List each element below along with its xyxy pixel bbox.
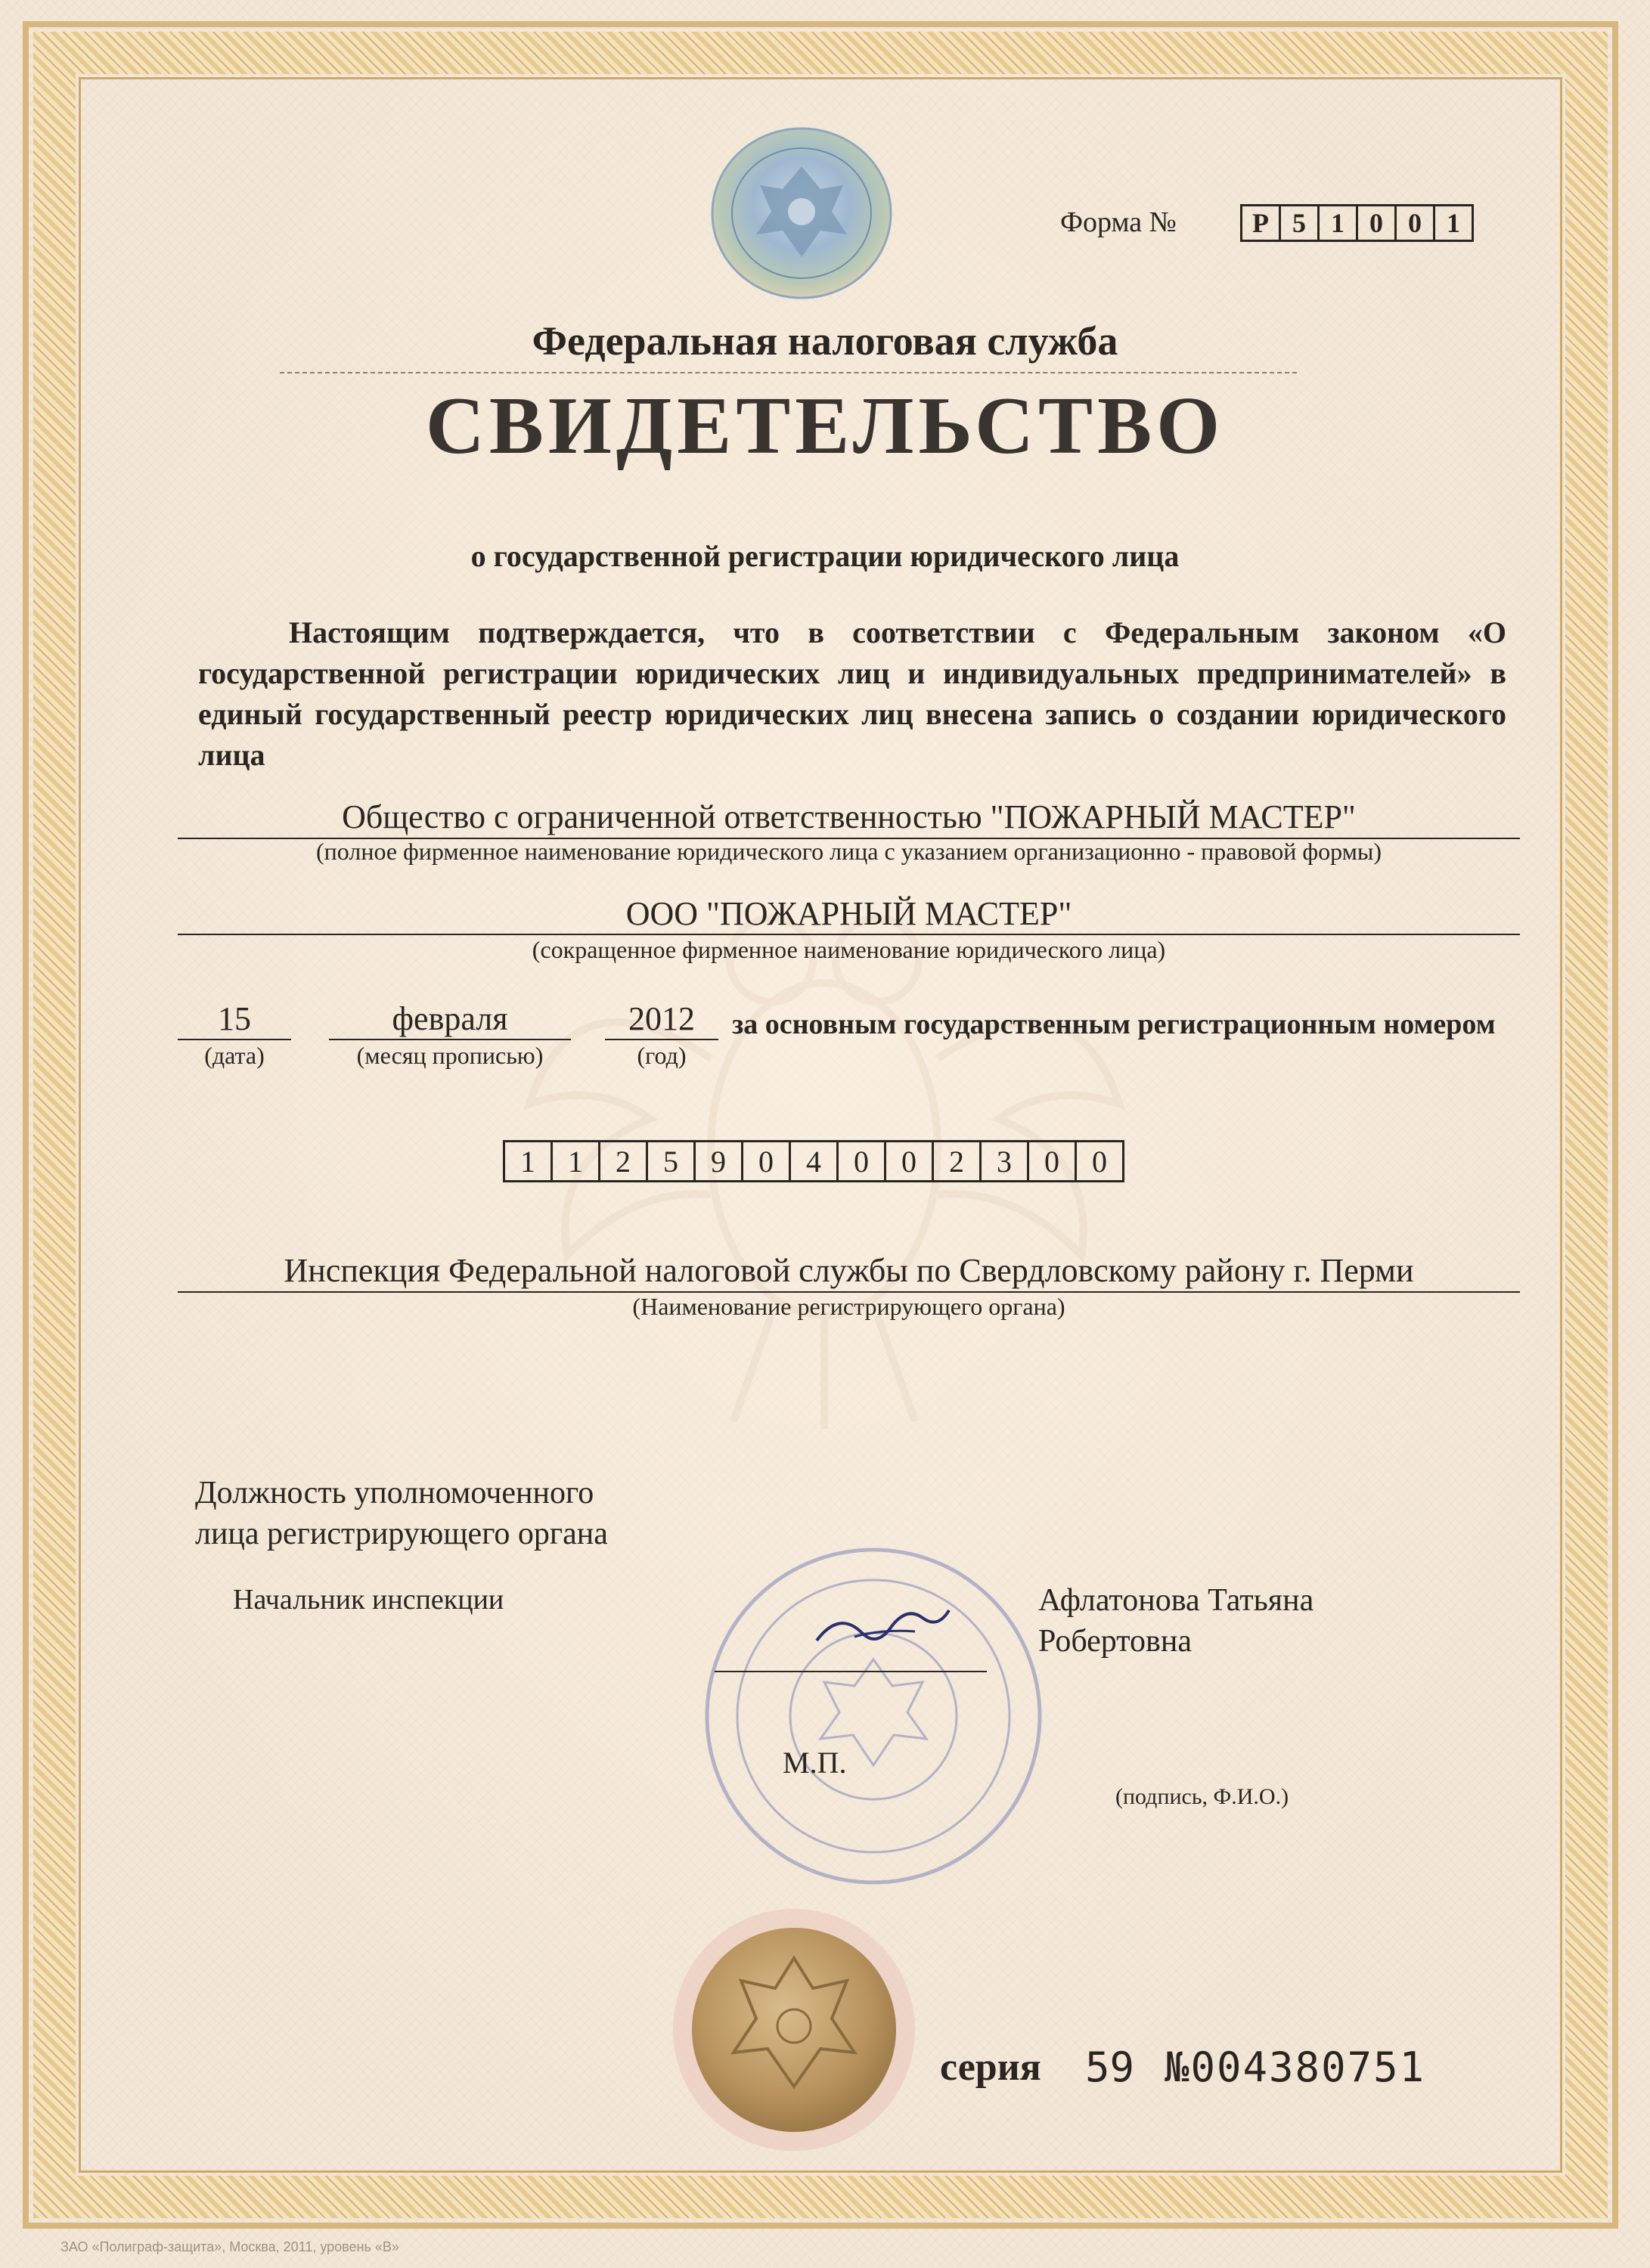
form-code-cell: 1 <box>1433 206 1472 240</box>
form-code-cell: 5 <box>1279 206 1317 240</box>
agency-divider <box>280 372 1297 373</box>
form-code-cell: 1 <box>1317 206 1356 240</box>
position-label-line2: лица регистрирующего органа <box>195 1517 608 1551</box>
paragraph-text: Настоящим подтверждается, что в соответствии с Федеральным законом «О государственной регистрации юридических лиц и индивидуальных предпринимателей» в единый государственный реестр юридических лиц внесена запись о создании юридического лица <box>198 615 1506 772</box>
hologram-emblem-icon <box>707 125 896 302</box>
short-name-line <box>178 934 1520 935</box>
company-short-name: ООО "ПОЖАРНЫЙ МАСТЕР" <box>625 895 1072 932</box>
month-line <box>329 1039 571 1040</box>
year-caption: (год) <box>637 1042 687 1069</box>
printer-footer: ЗАО «Полиграф-защита», Москва, 2011, уровень «В» <box>60 2239 399 2254</box>
ogrn-digit: 3 <box>979 1142 1027 1180</box>
ogrn-digit: 0 <box>1075 1142 1122 1180</box>
registration-year: 2012 <box>628 1000 695 1037</box>
series-label: серия <box>940 2046 1041 2089</box>
month-caption: (месяц прописью) <box>356 1042 544 1069</box>
gold-seal-icon <box>669 1905 919 2155</box>
ogrn-digit: 2 <box>598 1142 646 1180</box>
day-caption: (дата) <box>204 1042 265 1069</box>
form-code-boxes <box>1240 204 1474 242</box>
ogrn-digit: 4 <box>789 1142 836 1180</box>
ogrn-digit: 9 <box>693 1142 741 1180</box>
ogrn-digit: 1 <box>551 1142 598 1180</box>
series-value: 59 <box>1085 2043 1135 2091</box>
ogrn-digit: 0 <box>1027 1142 1075 1180</box>
ogrn-digit: 0 <box>836 1142 884 1180</box>
document-subtitle: о государственной регистрации юридического лица <box>470 539 1180 573</box>
registration-month: февраля <box>392 1000 508 1037</box>
document-title: СВИДЕТЕЛЬСТВО <box>425 381 1225 471</box>
ogrn-digit: 0 <box>884 1142 932 1180</box>
company-full-name: Общество с ограниченной ответственностью "ПОЖАРНЫЙ МАСТЕР" <box>342 798 1356 835</box>
confirmation-paragraph <box>198 612 1506 776</box>
sign-caption: (подпись, Ф.И.О.) <box>1115 1784 1289 1809</box>
full-name-caption: (полное фирменное наименование юридического лица с указанием организационно - правовой формы) <box>316 838 1382 865</box>
ogrn-digit: 1 <box>520 1144 535 1179</box>
short-name-caption: (сокращенное фирменное наименование юридического лица) <box>532 936 1166 963</box>
registration-day: 15 <box>218 1000 251 1037</box>
ogrn-digit: 2 <box>932 1142 979 1180</box>
position-label-line1: Должность уполномоченного <box>195 1476 594 1510</box>
ogrn-boxes <box>503 1140 1124 1182</box>
ogrn-text: за основным государственным регистрационным номером <box>732 1009 1496 1040</box>
ogrn-digit: 5 <box>646 1142 693 1180</box>
signatory-name-line1: Афлатонова Татьяна <box>1038 1583 1314 1618</box>
official-stamp-icon <box>696 1538 1051 1894</box>
agency-name: Федеральная налоговая служба <box>532 318 1118 364</box>
certificate-number: №004380751 <box>1165 2043 1426 2091</box>
signatory-name-line2: Робертовна <box>1038 1624 1192 1659</box>
signature-icon <box>809 1595 953 1656</box>
year-line <box>605 1039 718 1040</box>
form-code-cell: 0 <box>1356 206 1394 240</box>
signatory-position: Начальник инспекции <box>233 1584 504 1616</box>
authority-caption: (Наименование регистрирующего органа) <box>632 1293 1065 1320</box>
signature-line <box>715 1671 987 1672</box>
form-label: Форма № <box>1060 206 1177 238</box>
day-line <box>178 1039 291 1040</box>
authority-name: Инспекция Федеральной налоговой службы по Свердловскому району г. Перми <box>284 1252 1414 1289</box>
ogrn-digit: 0 <box>741 1142 789 1180</box>
form-code-cell: 0 <box>1394 206 1433 240</box>
form-code-cell: Р <box>1252 208 1269 238</box>
mp-label: М.П. <box>783 1746 847 1780</box>
